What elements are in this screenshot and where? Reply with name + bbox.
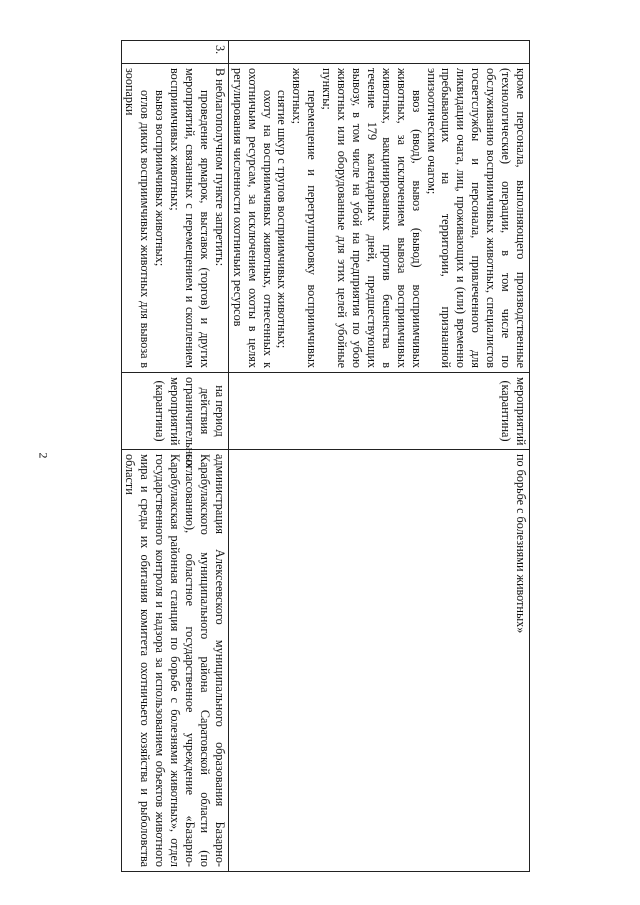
measure-text: кроме персонала, выполняющего производственные (технологические) операции, в том числе по обслуживанию восприимчивых животных, специалистов госветслужбы и персонала, привлеченного для ликвидации очага, лиц, проживающих и (или) временно пребывающих на территории, признанной эпизоотическим очагом; <box>424 68 528 368</box>
measures-cell <box>228 64 529 373</box>
measures-table <box>121 40 530 872</box>
measure-text: перемещение и перегруппировку восприимчивых животных; <box>290 68 320 368</box>
measures-cell <box>121 64 228 373</box>
table-row <box>228 41 529 872</box>
rotated-table-container <box>90 40 530 872</box>
term-cell: мероприятий (карантина) <box>228 373 529 450</box>
measure-text: снятие шкур с трупов восприимчивых животных; <box>275 90 290 349</box>
measure-text: вывоз восприимчивых животных; <box>153 90 168 267</box>
page-number: 2 <box>36 452 51 459</box>
responsible-text: администрация Алексеевского муниципального образования Базарно-Карабулакского муниципального района Саратовской области (по согласованию), областное государственное учреждение «Базарно-Карабулакская районная станция по борьбе с болезнями животных», отдел государственного контроля и надзора за использованием объектов животного мира и среды их обитания комитета охотничьего хозяйства и рыболовства области <box>123 454 227 867</box>
measure-text: охоту на восприимчивых животных, отнесенных к охотничьим ресурсам, за исключением охоты в целях регулирования численности охотничьих ресурсов <box>230 68 275 368</box>
responsible-cell: по борьбе с болезнями животных» <box>228 450 529 872</box>
measure-text: проведение ярмарок, выставок (торгов) и других мероприятий, связанных с перемещением и скоплением восприимчивых животных; <box>168 68 212 368</box>
row-number <box>228 41 529 64</box>
measure-text: отлов диких восприимчивых животных для вывоза в зоопарки <box>123 68 153 368</box>
measure-text: В неблагополучном пункте запретить: <box>212 68 227 267</box>
term-cell: на период действия ограничительных мероприятий (карантина) <box>121 373 228 450</box>
row-number: 3. <box>121 41 228 64</box>
table-row <box>121 41 228 872</box>
measure-text: ввоз (ввод), вывоз (вывод) восприимчивых животных, за исключением вывоза восприимчивых животных, вакцинированных против бешенства в течение 179 календарных дней, предшествующих вывозу, в том числе на убой на предприятия по убою животных или оборудованные для этих целей убойные пункты; <box>320 68 424 368</box>
responsible-cell <box>121 450 228 872</box>
